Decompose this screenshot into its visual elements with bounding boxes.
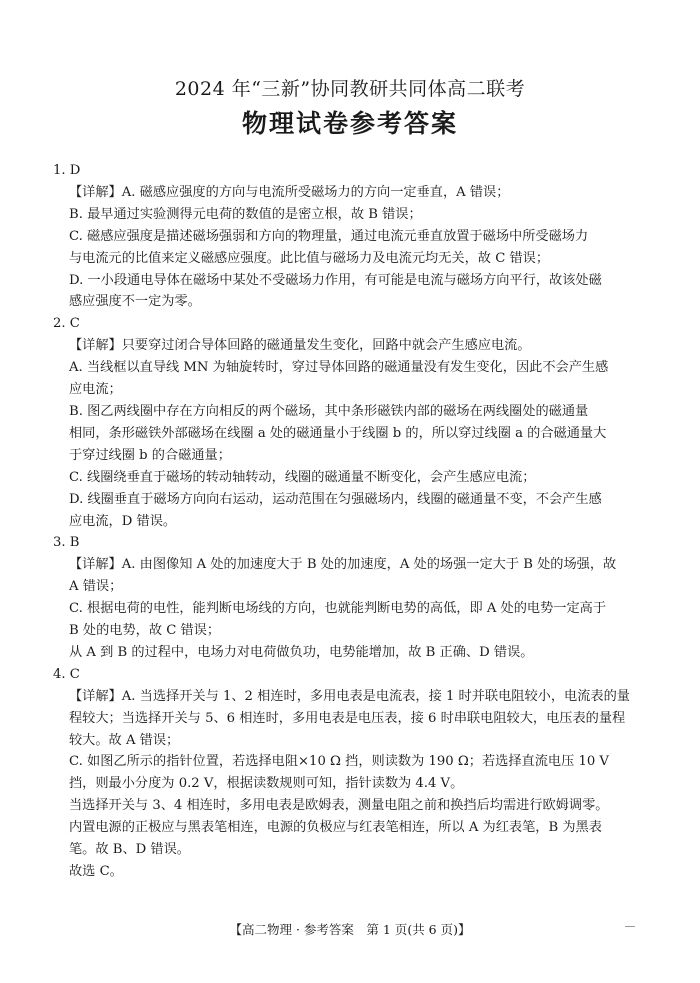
explanation-line: 【详解】A. 当选择开关与 1、2 相连时，多用电表是电流表，接 1 时并联电阻较小，电流表的量	[69, 688, 630, 704]
explanation-line: 应电流；	[69, 382, 122, 398]
explanation-line: 于穿过线圈 b 的合磁通量；	[69, 447, 231, 463]
explanation-line: 当选择开关与 3、4 相连时，多用电表是欧姆表，测量电阻之前和换挡后均需进行欧姆调零。	[69, 798, 609, 814]
explanation-line: 应电流，D 错误。	[69, 513, 177, 529]
explanation-line: 笔。故 B、D 错误。	[69, 842, 190, 858]
footer-mark	[625, 926, 635, 927]
question-answer: 4. C	[53, 666, 80, 682]
explanation-line: D. 一小段通电导体在磁场中某处不受磁场力作用，有可能是电流与磁场方向平行，故该处磁	[69, 272, 602, 288]
explanation-line: D. 线圈垂直于磁场方向向右运动，运动范围在匀强磁场内，线圈的磁通量不变，不会产生感	[69, 491, 602, 507]
explanation-line: C. 如图乙所示的指针位置，若选择电阻×10 Ω 挡，则读数为 190 Ω；若选择直流电压 10 V	[69, 754, 609, 770]
explanation-line: 从 A 到 B 的过程中，电场力对电荷做负功，电势能增加，故 B 正确、D 错误。	[69, 644, 534, 660]
explanation-line: 【详解】A. 磁感应强度的方向与电流所受磁场力的方向一定垂直，A 错误；	[69, 184, 510, 200]
explanation-line: B. 最早通过实验测得元电荷的数值的是密立根，故 B 错误；	[69, 206, 422, 222]
question-block	[51, 160, 646, 313]
exam-title: 2024 年“三新”协同教研共同体高二联考	[174, 78, 526, 100]
question-block	[51, 664, 646, 883]
explanation-line: 挡，则最小分度为 0.2 V，根据读数规则可知，指针读数为 4.4 V。	[69, 776, 464, 792]
page-footer: 【高二物理 · 参考答案 第 1 页(共 6 页)】	[229, 922, 471, 937]
explanation-line: 内置电源的正极应与黑表笔相连，电源的负极应与红表笔相连，所以 A 为红表笔，B 为黑表	[69, 820, 602, 836]
explanation-line: 程较大；当选择开关与 5、6 相连时，多用电表是电压表，接 6 时串联电阻较大，电压表的量程	[69, 710, 626, 726]
explanation-line: C. 线圈绕垂直于磁场的转动轴转动，线圈的磁通量不断变化，会产生感应电流；	[69, 469, 536, 485]
explanation-line: C. 根据电荷的电性，能判断电场线的方向，也就能判断电势的高低，即 A 处的电势一定高于	[69, 601, 607, 617]
question-answer: 1. D	[53, 163, 81, 178]
question-block	[51, 532, 646, 663]
explanation-line: C. 磁感应强度是描述磁场强弱和方向的物理量，通过电流元垂直放置于磁场中所受磁场力	[69, 228, 589, 244]
question-block	[51, 313, 646, 532]
explanation-line: B. 图乙两线圈中存在方向相反的两个磁场，其中条形磁铁内部的磁场在两线圈处的磁通量	[69, 403, 589, 419]
explanation-line: 【详解】只要穿过闭合导体回路的磁通量发生变化，回路中就会产生感应电流。	[69, 338, 531, 354]
explanation-line: 故选 C。	[69, 864, 123, 879]
explanation-line: B 处的电势，故 C 错误；	[69, 623, 221, 639]
explanation-line: 【详解】A. 由图像知 A 处的加速度大于 B 处的加速度，A 处的场强一定大于 B 处的场强，故	[69, 557, 617, 573]
document-title: 物理试卷参考答案	[241, 109, 458, 138]
question-answer: 2. C	[53, 316, 80, 332]
explanation-line: A. 当线框以直导线 MN 为轴旋转时，穿过导体回路的磁通量没有发生变化，因此不会产生感	[69, 360, 609, 376]
answer-content	[51, 160, 646, 883]
explanation-line: 感应强度不一定为零。	[69, 294, 201, 310]
explanation-line: 与电流元的比值来定义磁感应强度。此比值与磁场力及电流元均无关，故 C 错误；	[69, 250, 550, 266]
explanation-line: A 错误；	[69, 579, 123, 595]
explanation-line: 相同，条形磁铁外部磁场在线圈 a 处的磁通量小于线圈 b 的，所以穿过线圈 a 的合磁通量大	[69, 425, 607, 441]
question-answer: 3. B	[53, 535, 80, 551]
explanation-line: 较大。故 A 错误；	[69, 732, 180, 748]
